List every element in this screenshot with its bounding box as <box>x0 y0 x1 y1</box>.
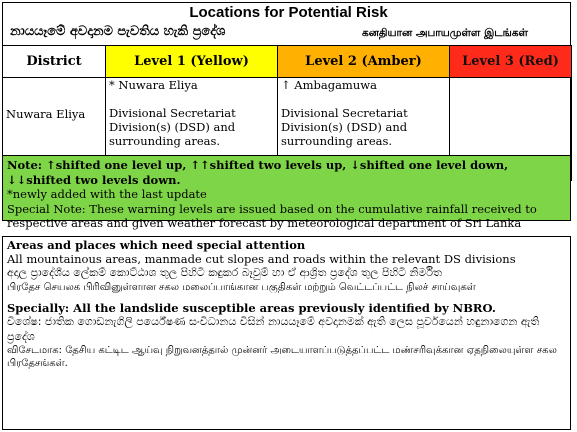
specially-english: Specially: All the landslide susceptible areas previously identified by NBRO. <box>7 300 496 315</box>
specially-tamil: விசேடமாக: தேசிய கட்டிட ஆய்வு நிறுவனத்தால் முன்னர் அடையாளப்படுத்தப்பட்ட மண்சரிவுக்கான ஏதநிலையுள்ள சகல பிரதேசங்கள். <box>7 345 557 369</box>
areas-sinhala: අදාල ප්‍රාදේශීය ලේකම් කොට්ඨාශ තුල පිහිටි කඳුකර බෑවුම් හා ඒ ආශ්‍රිත ප්‍රදේශ තුල පිහිටි නිර්මිත <box>7 266 442 279</box>
level-1-description: Divisional Secretariat Division(s) (DSD) and surrounding areas. <box>109 106 236 148</box>
note-box <box>2 155 571 230</box>
areas-tamil: பிரதேச செயலக பிரிவினுள்ளான சகல மலைப்பாங்கான பகுதிகள் மற்றும் வெட்டப்பட்ட நிலச் சாய்வுகள் <box>7 281 476 293</box>
subtitle-sinhala: නායයෑමේ අවදානම පැවතිය හැකි ප්‍රදේශ <box>10 24 226 39</box>
special-attention-heading: Areas and places which need special attention <box>7 238 306 252</box>
page-title: Locations for Potential Risk <box>189 4 388 21</box>
special-attention-box <box>2 236 571 430</box>
level-1-area: * Nuwara Eliya <box>109 78 198 92</box>
level-2-description: Divisional Secretariat Division(s) (DSD) and surrounding areas. <box>281 106 408 148</box>
specially-sinhala: විශේෂ: ජාතික ගොඩනැගිලි පර්යේෂණ සංවිධානය විසින් නායයෑමේ අවදානමක් ඇති ලෙස පූර්වයෙන් හඳුනාගෙන ඇති ප්‍රදේශ <box>7 315 540 343</box>
note-line-new: *newly added with the last update <box>7 187 207 201</box>
subtitle-tamil: கனதியான அபாயமுள்ள இடங்கள் <box>362 27 529 39</box>
level-2-area: ↑ Ambagamuwa <box>281 78 377 92</box>
note-line-special: Special Note: These warning levels are issued based on the cumulative rainfall received to respective areas and given weather forecast by meteorological department of Sri Lanka <box>7 201 537 230</box>
header-level-2: Level 2 (Amber) <box>278 46 450 78</box>
header-level-1: Level 1 (Yellow) <box>106 46 278 78</box>
header-level-3: Level 3 (Red) <box>450 46 572 78</box>
district-cell: Nuwara Eliya <box>3 78 106 181</box>
areas-english: All mountainous areas, manmade cut slopes and roads within the relevant DS divisions <box>7 251 516 266</box>
table-header-row <box>3 46 572 78</box>
header-district: District <box>3 46 106 78</box>
note-line-shift-legend: Note: ↑shifted one level up, ↑↑shifted two levels up, ↓shifted one level down, ↓↓shifted two levels down. <box>7 158 509 187</box>
